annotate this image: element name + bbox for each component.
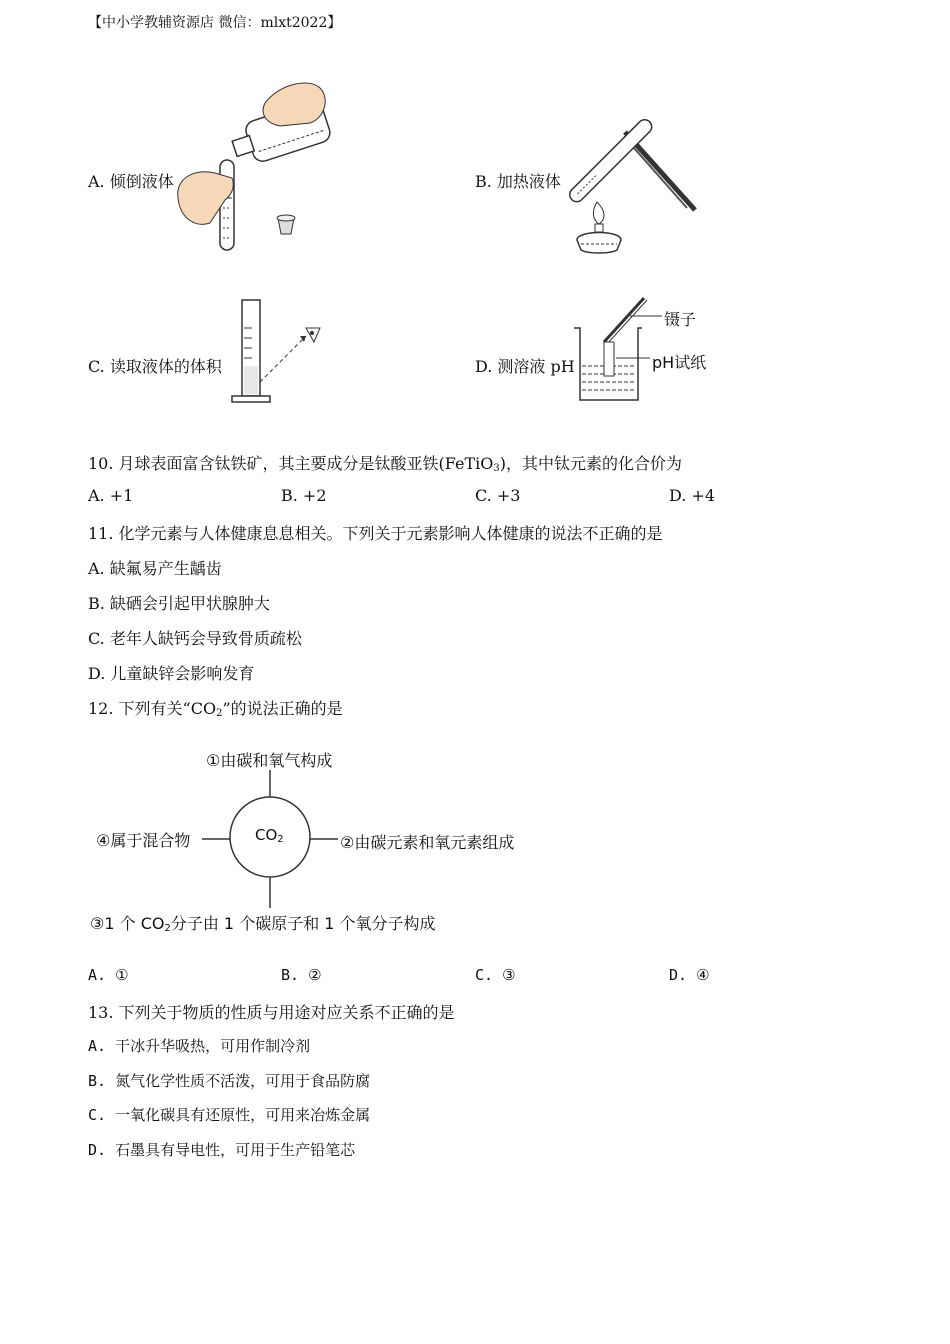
q10-option-b: B. +2 [281,486,327,505]
statement-3: ③1 个 $CO_2$分子由 1 个碳原子和 1 个氧分子构成 [90,914,436,934]
statement-2: ②由碳元素和氧元素组成 [340,833,515,852]
page-header: 【中小学教辅资源店 微信：mlxt2022】 [88,15,342,31]
q13-option-d: D. 石墨具有导电性，可用于生产铅笔芯 [88,1141,356,1159]
q12-option-b: B. ② [281,966,322,984]
q12-stem: 12. 下列有关“$CO_2$”的说法正确的是 [88,699,343,719]
q12-option-c: C. ③ [475,966,516,984]
tweezers-label: 镊子 [664,310,697,329]
q12-option-d: D. ④ [669,966,710,984]
q11-option-d: D. 儿童缺锌会影响发育 [88,664,255,683]
q9-option-b: B. 加热液体 [475,172,561,191]
q9-option-d: D. 测溶液 pH [475,357,575,376]
q13-option-a: A. 干冰升华吸热，可用作制冷剂 [88,1037,311,1055]
q13-option-c: C. 一氧化碳具有还原性，可用来冶炼金属 [88,1106,371,1124]
q13-option-b: B. 氮气化学性质不活泼，可用于食品防腐 [88,1072,371,1090]
statement-4: ④属于混合物 [96,831,191,850]
q11-option-c: C. 老年人缺钙会导致骨质疏松 [88,629,302,648]
q11-option-b: B. 缺硒会引起甲状腺肿大 [88,594,270,613]
q10-stem: 10. 月球表面富含钛铁矿，其主要成分是钛酸亚铁(FeTiO$_3$)，其中钛元素的化合价为 [88,454,683,474]
statement-1: ①由碳和氧气构成 [206,751,333,770]
q13-stem: 13. 下列关于物质的性质与用途对应关系不正确的是 [88,1003,455,1022]
q9-option-c: C. 读取液体的体积 [88,357,222,376]
q9-option-a: A. 倾倒液体 [88,172,174,191]
q10-option-c: C. +3 [475,486,521,505]
q10-option-d: D. +4 [669,486,716,505]
ph-paper-label: pH试纸 [652,353,707,372]
q12-option-a: A. ① [88,966,129,984]
q11-option-a: A. 缺氟易产生龋齿 [88,559,222,578]
co2-center-label: $CO_2$ [255,826,284,845]
q11-stem: 11. 化学元素与人体健康息息相关。下列关于元素影响人体健康的说法不正确的是 [88,524,663,543]
q10-option-a: A. +1 [88,486,134,505]
